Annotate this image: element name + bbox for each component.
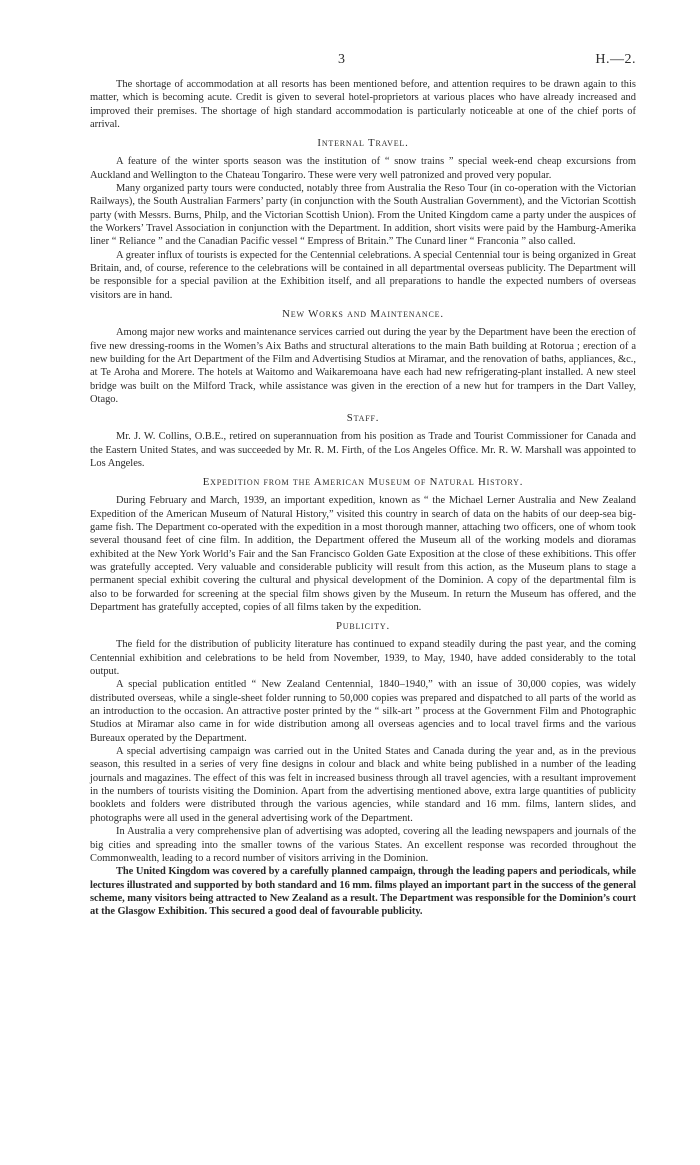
paragraph: During February and March, 1939, an important expedition, known as “ the Michael Lerner Australia and New Zealand Expedition of the American Museum of Natural History,” visited this country in search of data on the habits of our deep-sea big-game fish. The Department co-operated with the expedition in a most thorough manner, attaching two officers, one of whom took several thousand feet of cine film. In addition, the Department offered the Museum all of the working models and dioramas exhibited at the New York World’s Fair and the San Francisco Golden Gate Exposition at the close of these exhibitions. This offer was gratefully accepted. Very valuable and considerable publicity will result from this action, as the Museum plans to stage a permanent special exhibit covering the cultural and physical development of the Dominion. A copy of the departmental film is also to be forwarded for screening at the special film shows given by the Museum. In return the Museum has offered, and the Department has gratefully accepted, copies of all films taken by the expedition. bbox=[90, 495, 636, 613]
paragraph: The shortage of accommodation at all resorts has been mentioned before, and attention requires to be drawn again to this matter, which is becoming acute. Credit is given to several hotel-proprietors at various places who have already increased and improved their premises. The shortage of high standard accommodation is particularly noticeable at one of the chief ports of arrival. bbox=[90, 79, 636, 131]
paragraph: The field for the distribution of publicity literature has continued to expand steadily during the past year, and the coming Centennial exhibition and celebrations to be held from November, 1939, to May, 1940, have added considerably to the total output. bbox=[90, 639, 636, 678]
paragraph: Mr. J. W. Collins, O.B.E., retired on superannuation from his position as Trade and Tourist Commissioner for Canada and the Eastern United States, and was succeeded by Mr. R. M. Firth, of the Los Angeles Office. Mr. R. W. Marshall was appointed to Los Angeles. bbox=[90, 431, 636, 469]
paragraph: Among major new works and maintenance services carried out during the year by the Department have been the erection of five new dressing-rooms in the Women’s Aix Baths and structural alterations to the main Bath building at Rotorua ; erection of a new building for the Art Department of the Film and Advertising Studios at Miramar, and the renovation of baths, appliances, &c., at Te Aroha and Morere. The hotels at Waitomo and Waikaremoana have each had new refrigerating-plant installed. A new steel bridge was built on the Milford Track, while assistance was given in the erection of a new hut for trampers in the Dart Valley, Otago. bbox=[90, 327, 636, 405]
paragraph: A feature of the winter sports season was the institution of “ snow trains ” special week-end cheap excursions from Auckland and Wellington to the Chateau Tongariro. These were very well patronized and proved very popular. bbox=[90, 156, 636, 181]
paragraph: Many organized party tours were conducted, notably three from Australia the Reso Tour (in co-operation with the Victorian Railways), the South Australian Farmers’ party (in conjunction with the South Australian Government), and the Victorian Scottish party (with Messrs. Burns, Philp, and the Victorian Scottish Union). From the United Kingdom came a party under the auspices of the Workers’ Travel Association in conjunction with the Department. In addition, short visits were paid by the Hamburg-Amerika liner “ Reliance ” and the Canadian Pacific vessel “ Empress of Britain.” The Cunard liner “ Franconia ” also called. bbox=[90, 183, 636, 248]
section-heading: Staff. bbox=[346, 412, 380, 425]
document-code: H.—2. bbox=[595, 52, 636, 67]
paragraph: A special advertising campaign was carried out in the United States and Canada during the year and, as in the previous season, this resulted in a series of very fine designs in colour and black and white being published in a number of the leading journals and magazines. The effect of this was felt in increased business through all travel agencies, with a resultant improvement in the numbers of tourists visiting the Dominion. Apart from the advertising mentioned above, extra large quantities of publicity booklets and folders were distributed through the various agencies, while standard and 16 mm. films, lantern slides, and photographs were all used in the general advertising work of the Department. bbox=[90, 746, 636, 824]
paragraph: The United Kingdom was covered by a carefully planned campaign, through the leading papers and periodicals, while lectures illustrated and supported by both standard and 16 mm. films played an important part in the success of the general scheme, many visitors being attracted to New Zealand as a result. The Department was responsible for the Dominion’s court at the Glasgow Exhibition. This secured a good deal of favourable publicity. bbox=[90, 866, 636, 918]
section-internal-travel bbox=[90, 137, 636, 302]
section-heading: New Works and Maintenance. bbox=[282, 308, 444, 321]
intro-section bbox=[90, 78, 636, 131]
section-new-works bbox=[90, 308, 636, 406]
body-text bbox=[90, 78, 636, 919]
section-publicity bbox=[90, 620, 636, 918]
paragraph: A special publication entitled “ New Zealand Centennial, 1840–1940,” with an issue of 30,000 copies, was widely distributed overseas, while a single-sheet folder running to 50,000 copies was prepared and dispatched to all parts of the world as an introduction to the occasion. An attractive poster printed by the “ silk-art ” process at the Government Film and Photographic Studios at Miramar also came in for wide distribution among all overseas agencies and to local travel firms and the various Bureaux operated by the Department. bbox=[90, 679, 636, 744]
section-staff bbox=[90, 412, 636, 470]
paragraph: In Australia a very comprehensive plan of advertising was adopted, covering all the leading newspapers and journals of the big cities and spreading into the smaller towns of the various States. An excellent response was recorded throughout the Commonwealth, leading to a record number of visitors arriving in the Dominion. bbox=[90, 826, 636, 864]
paragraph: A greater influx of tourists is expected for the Centennial celebrations. A special Centennial tour is being organized in Great Britain, and, of course, reference to the celebrations will be contained in all departmental overseas publicity. The Department will be responsible for a special pavilion at the Exhibition itself, and all preparations to handle the expected numbers of overseas visitors are in hand. bbox=[90, 249, 636, 301]
section-heading: Publicity. bbox=[335, 620, 391, 633]
section-heading: Expedition from the American Museum of Natural History. bbox=[202, 476, 524, 489]
section-heading: Internal Travel. bbox=[317, 137, 409, 150]
page-header bbox=[90, 52, 636, 68]
page-number: 3 bbox=[338, 52, 346, 67]
section-expedition bbox=[90, 476, 636, 614]
